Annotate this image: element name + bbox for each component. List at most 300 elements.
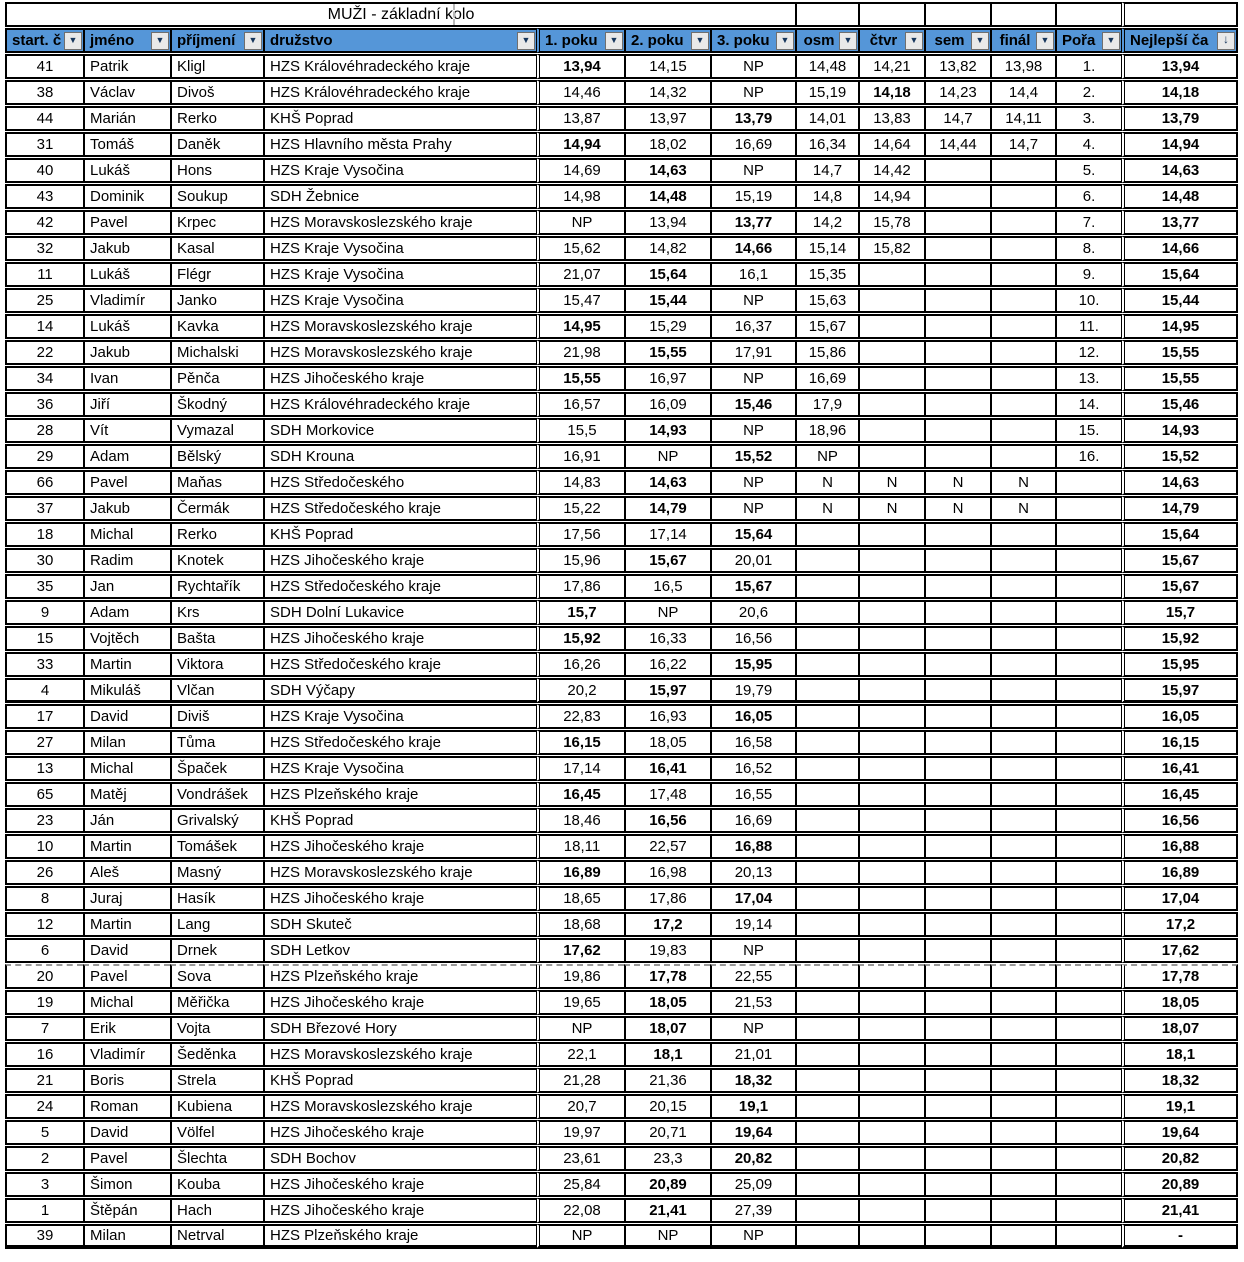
cell-attempt-2[interactable]: 16,09 xyxy=(624,392,710,417)
cell-attempt-1[interactable]: 21,07 xyxy=(536,262,624,287)
cell-quarterfinal[interactable] xyxy=(858,964,924,989)
cell-attempt-1[interactable]: 22,83 xyxy=(536,704,624,729)
cell-attempt-1[interactable]: 16,91 xyxy=(536,444,624,469)
cell-last-name[interactable]: Škodný xyxy=(170,392,263,417)
cell-attempt-1[interactable]: 15,7 xyxy=(536,600,624,625)
cell-attempt-1[interactable]: NP xyxy=(536,1224,624,1249)
cell-semifinal[interactable] xyxy=(924,1198,990,1223)
cell-quarterfinal[interactable] xyxy=(858,548,924,573)
cell-attempt-1[interactable]: 15,92 xyxy=(536,626,624,651)
cell-rank[interactable] xyxy=(1055,1094,1121,1119)
cell-start-number[interactable]: 3 xyxy=(5,1172,83,1197)
cell-attempt-1[interactable]: 16,45 xyxy=(536,782,624,807)
cell-attempt-1[interactable]: 22,1 xyxy=(536,1042,624,1067)
cell-semifinal[interactable] xyxy=(924,652,990,677)
cell-first-name[interactable]: Michal xyxy=(83,522,170,547)
cell-attempt-1[interactable]: 16,89 xyxy=(536,860,624,885)
cell-attempt-3[interactable]: 19,1 xyxy=(710,1094,795,1119)
cell-attempt-3[interactable]: 21,01 xyxy=(710,1042,795,1067)
cell-final[interactable] xyxy=(990,1146,1055,1171)
cell-last-name[interactable]: Daněk xyxy=(170,132,263,157)
cell-attempt-3[interactable]: NP xyxy=(710,158,795,183)
cell-attempt-3[interactable]: 16,58 xyxy=(710,730,795,755)
cell-team[interactable]: HZS Středočeského xyxy=(263,470,536,495)
cell-last-name[interactable]: Vlčan xyxy=(170,678,263,703)
cell-semifinal[interactable]: N xyxy=(924,470,990,495)
cell-team[interactable]: HZS Kraje Vysočina xyxy=(263,262,536,287)
cell-start-number[interactable]: 7 xyxy=(5,1016,83,1041)
cell-start-number[interactable]: 37 xyxy=(5,496,83,521)
cell-start-number[interactable]: 22 xyxy=(5,340,83,365)
cell-best-time[interactable]: 14,79 xyxy=(1121,496,1238,521)
cell-first-name[interactable]: Jan xyxy=(83,574,170,599)
cell-first-name[interactable]: Štěpán xyxy=(83,1198,170,1223)
cell-attempt-2[interactable]: 18,1 xyxy=(624,1042,710,1067)
cell-last-name[interactable]: Čermák xyxy=(170,496,263,521)
cell-semifinal[interactable] xyxy=(924,1094,990,1119)
cell-rank[interactable]: 5. xyxy=(1055,158,1121,183)
cell-quarterfinal[interactable] xyxy=(858,1094,924,1119)
cell-final[interactable] xyxy=(990,340,1055,365)
cell-team[interactable]: SDH Morkovice xyxy=(263,418,536,443)
cell-attempt-2[interactable]: 17,2 xyxy=(624,912,710,937)
cell-team[interactable]: KHŠ Poprad xyxy=(263,808,536,833)
cell-attempt-2[interactable]: 16,33 xyxy=(624,626,710,651)
cell-rank[interactable] xyxy=(1055,886,1121,911)
cell-start-number[interactable]: 20 xyxy=(5,964,83,989)
cell-rank[interactable]: 4. xyxy=(1055,132,1121,157)
cell-final[interactable] xyxy=(990,938,1055,963)
cell-final[interactable] xyxy=(990,210,1055,235)
cell-final[interactable]: 14,7 xyxy=(990,132,1055,157)
cell-start-number[interactable]: 31 xyxy=(5,132,83,157)
cell-last-name[interactable]: Šlechta xyxy=(170,1146,263,1171)
cell-attempt-1[interactable]: 22,08 xyxy=(536,1198,624,1223)
cell-team[interactable]: HZS Moravskoslezského kraje xyxy=(263,210,536,235)
cell-attempt-1[interactable]: 17,86 xyxy=(536,574,624,599)
cell-best-time[interactable]: 15,97 xyxy=(1121,678,1238,703)
cell-last-name[interactable]: Kligl xyxy=(170,54,263,79)
cell-team[interactable]: HZS Jihočeského kraje xyxy=(263,366,536,391)
cell-final[interactable] xyxy=(990,1172,1055,1197)
cell-final[interactable] xyxy=(990,158,1055,183)
cell-final[interactable] xyxy=(990,704,1055,729)
cell-final[interactable] xyxy=(990,756,1055,781)
cell-attempt-1[interactable]: 14,46 xyxy=(536,80,624,105)
cell-first-name[interactable]: David xyxy=(83,938,170,963)
cell-best-time[interactable]: 17,04 xyxy=(1121,886,1238,911)
cell-attempt-3[interactable]: 16,69 xyxy=(710,808,795,833)
cell-first-name[interactable]: Juraj xyxy=(83,886,170,911)
cell-quarterfinal[interactable]: 14,18 xyxy=(858,80,924,105)
cell-semifinal[interactable] xyxy=(924,444,990,469)
cell-semifinal[interactable] xyxy=(924,626,990,651)
cell-attempt-1[interactable]: 18,65 xyxy=(536,886,624,911)
cell-attempt-3[interactable]: 15,64 xyxy=(710,522,795,547)
cell-quarterfinal[interactable] xyxy=(858,392,924,417)
cell-best-time[interactable]: 16,41 xyxy=(1121,756,1238,781)
cell-best-time[interactable]: 19,64 xyxy=(1121,1120,1238,1145)
cell-quarterfinal[interactable] xyxy=(858,990,924,1015)
cell-last-name[interactable]: Špaček xyxy=(170,756,263,781)
cell-semifinal[interactable] xyxy=(924,392,990,417)
cell-last-name[interactable]: Lang xyxy=(170,912,263,937)
cell-eighthfinal[interactable]: 18,96 xyxy=(795,418,858,443)
cell-eighthfinal[interactable] xyxy=(795,730,858,755)
cell-final[interactable] xyxy=(990,1120,1055,1145)
cell-eighthfinal[interactable] xyxy=(795,782,858,807)
cell-attempt-2[interactable]: NP xyxy=(624,1224,710,1249)
cell-team[interactable]: HZS Jihočeského kraje xyxy=(263,834,536,859)
cell-last-name[interactable]: Bašta xyxy=(170,626,263,651)
cell-start-number[interactable]: 36 xyxy=(5,392,83,417)
cell-quarterfinal[interactable] xyxy=(858,574,924,599)
cell-attempt-1[interactable]: 17,56 xyxy=(536,522,624,547)
cell-quarterfinal[interactable] xyxy=(858,704,924,729)
cell-semifinal[interactable]: 13,82 xyxy=(924,54,990,79)
cell-quarterfinal[interactable] xyxy=(858,1068,924,1093)
cell-attempt-3[interactable]: 20,6 xyxy=(710,600,795,625)
cell-start-number[interactable]: 17 xyxy=(5,704,83,729)
cell-attempt-3[interactable]: NP xyxy=(710,1224,795,1249)
cell-attempt-2[interactable]: 15,44 xyxy=(624,288,710,313)
cell-rank[interactable] xyxy=(1055,1068,1121,1093)
cell-final[interactable] xyxy=(990,782,1055,807)
cell-last-name[interactable]: Měřička xyxy=(170,990,263,1015)
cell-first-name[interactable]: Jakub xyxy=(83,236,170,261)
cell-team[interactable]: HZS Královéhradeckého kraje xyxy=(263,392,536,417)
cell-eighthfinal[interactable] xyxy=(795,886,858,911)
filter-dropdown-icon[interactable]: ▼ xyxy=(691,32,709,50)
cell-eighthfinal[interactable] xyxy=(795,938,858,963)
cell-attempt-2[interactable]: 22,57 xyxy=(624,834,710,859)
cell-start-number[interactable]: 10 xyxy=(5,834,83,859)
cell-eighthfinal[interactable] xyxy=(795,678,858,703)
cell-attempt-1[interactable]: 14,94 xyxy=(536,132,624,157)
cell-attempt-2[interactable]: 18,05 xyxy=(624,990,710,1015)
cell-first-name[interactable]: Milan xyxy=(83,1224,170,1249)
cell-attempt-3[interactable]: 20,82 xyxy=(710,1146,795,1171)
cell-first-name[interactable]: Tomáš xyxy=(83,132,170,157)
cell-rank[interactable] xyxy=(1055,496,1121,521)
cell-attempt-1[interactable]: 15,62 xyxy=(536,236,624,261)
cell-first-name[interactable]: Vít xyxy=(83,418,170,443)
cell-quarterfinal[interactable] xyxy=(858,418,924,443)
cell-attempt-3[interactable]: 15,46 xyxy=(710,392,795,417)
cell-attempt-3[interactable]: 19,64 xyxy=(710,1120,795,1145)
column-header-best-time[interactable]: Nejlepší ča ↓ xyxy=(1121,28,1238,53)
cell-team[interactable]: SDH Krouna xyxy=(263,444,536,469)
cell-first-name[interactable]: Pavel xyxy=(83,1146,170,1171)
cell-team[interactable]: SDH Letkov xyxy=(263,938,536,963)
cell-attempt-1[interactable]: 14,69 xyxy=(536,158,624,183)
cell-first-name[interactable]: Martin xyxy=(83,834,170,859)
cell-team[interactable]: HZS Jihočeského kraje xyxy=(263,1120,536,1145)
cell-final[interactable] xyxy=(990,1016,1055,1041)
cell-rank[interactable] xyxy=(1055,938,1121,963)
cell-last-name[interactable]: Tomášek xyxy=(170,834,263,859)
cell-attempt-2[interactable]: 14,15 xyxy=(624,54,710,79)
filter-dropdown-icon[interactable]: ▼ xyxy=(905,32,923,50)
cell-start-number[interactable]: 14 xyxy=(5,314,83,339)
cell-eighthfinal[interactable] xyxy=(795,1172,858,1197)
cell-eighthfinal[interactable] xyxy=(795,548,858,573)
cell-best-time[interactable]: 16,05 xyxy=(1121,704,1238,729)
cell-attempt-3[interactable]: 16,56 xyxy=(710,626,795,651)
empty-cell[interactable] xyxy=(795,2,858,27)
cell-first-name[interactable]: Roman xyxy=(83,1094,170,1119)
cell-quarterfinal[interactable] xyxy=(858,1120,924,1145)
cell-semifinal[interactable] xyxy=(924,314,990,339)
cell-first-name[interactable]: Vladimír xyxy=(83,1042,170,1067)
cell-semifinal[interactable] xyxy=(924,184,990,209)
cell-rank[interactable] xyxy=(1055,964,1121,989)
cell-start-number[interactable]: 21 xyxy=(5,1068,83,1093)
cell-eighthfinal[interactable] xyxy=(795,1016,858,1041)
cell-final[interactable] xyxy=(990,964,1055,989)
cell-start-number[interactable]: 11 xyxy=(5,262,83,287)
cell-attempt-3[interactable]: NP xyxy=(710,418,795,443)
cell-first-name[interactable]: Lukáš xyxy=(83,314,170,339)
cell-quarterfinal[interactable] xyxy=(858,886,924,911)
cell-semifinal[interactable] xyxy=(924,1224,990,1249)
cell-attempt-2[interactable]: 20,89 xyxy=(624,1172,710,1197)
cell-team[interactable]: HZS Jihočeského kraje xyxy=(263,626,536,651)
cell-attempt-1[interactable]: 16,15 xyxy=(536,730,624,755)
cell-first-name[interactable]: Ján xyxy=(83,808,170,833)
cell-team[interactable]: HZS Kraje Vysočina xyxy=(263,756,536,781)
cell-rank[interactable] xyxy=(1055,730,1121,755)
cell-final[interactable] xyxy=(990,678,1055,703)
cell-first-name[interactable]: Ivan xyxy=(83,366,170,391)
cell-semifinal[interactable] xyxy=(924,1146,990,1171)
cell-last-name[interactable]: Netrval xyxy=(170,1224,263,1249)
cell-attempt-3[interactable]: NP xyxy=(710,366,795,391)
cell-semifinal[interactable] xyxy=(924,860,990,885)
cell-last-name[interactable]: Janko xyxy=(170,288,263,313)
cell-best-time[interactable]: 18,1 xyxy=(1121,1042,1238,1067)
cell-team[interactable]: HZS Plzeňského kraje xyxy=(263,1224,536,1249)
column-header-start-number[interactable]: start. č ▼ xyxy=(5,28,83,53)
cell-last-name[interactable]: Šeděnka xyxy=(170,1042,263,1067)
cell-best-time[interactable]: 15,92 xyxy=(1121,626,1238,651)
cell-start-number[interactable]: 6 xyxy=(5,938,83,963)
cell-attempt-3[interactable]: NP xyxy=(710,54,795,79)
cell-quarterfinal[interactable] xyxy=(858,314,924,339)
cell-start-number[interactable]: 42 xyxy=(5,210,83,235)
cell-team[interactable]: HZS Královéhradeckého kraje xyxy=(263,80,536,105)
cell-rank[interactable]: 13. xyxy=(1055,366,1121,391)
cell-rank[interactable] xyxy=(1055,1172,1121,1197)
cell-last-name[interactable]: Rychtařík xyxy=(170,574,263,599)
cell-semifinal[interactable] xyxy=(924,912,990,937)
cell-quarterfinal[interactable] xyxy=(858,782,924,807)
cell-attempt-3[interactable]: 18,32 xyxy=(710,1068,795,1093)
cell-semifinal[interactable] xyxy=(924,600,990,625)
cell-attempt-3[interactable]: 13,79 xyxy=(710,106,795,131)
cell-attempt-1[interactable]: 14,95 xyxy=(536,314,624,339)
cell-quarterfinal[interactable]: N xyxy=(858,496,924,521)
cell-eighthfinal[interactable] xyxy=(795,1120,858,1145)
cell-best-time[interactable]: 16,89 xyxy=(1121,860,1238,885)
cell-first-name[interactable]: Boris xyxy=(83,1068,170,1093)
cell-last-name[interactable]: Knotek xyxy=(170,548,263,573)
cell-best-time[interactable]: 16,45 xyxy=(1121,782,1238,807)
cell-final[interactable] xyxy=(990,1094,1055,1119)
cell-best-time[interactable]: 14,94 xyxy=(1121,132,1238,157)
cell-team[interactable]: HZS Kraje Vysočina xyxy=(263,236,536,261)
cell-rank[interactable] xyxy=(1055,704,1121,729)
cell-attempt-3[interactable]: 20,13 xyxy=(710,860,795,885)
column-header-attempt-1[interactable]: 1. poku ▼ xyxy=(536,28,624,53)
cell-rank[interactable]: 8. xyxy=(1055,236,1121,261)
cell-team[interactable]: HZS Jihočeského kraje xyxy=(263,1172,536,1197)
cell-attempt-1[interactable]: 17,14 xyxy=(536,756,624,781)
cell-final[interactable] xyxy=(990,366,1055,391)
cell-team[interactable]: KHŠ Poprad xyxy=(263,522,536,547)
cell-eighthfinal[interactable]: 16,69 xyxy=(795,366,858,391)
cell-first-name[interactable]: Marián xyxy=(83,106,170,131)
cell-eighthfinal[interactable] xyxy=(795,574,858,599)
cell-semifinal[interactable] xyxy=(924,418,990,443)
cell-quarterfinal[interactable]: 15,82 xyxy=(858,236,924,261)
cell-final[interactable] xyxy=(990,522,1055,547)
cell-last-name[interactable]: Vymazal xyxy=(170,418,263,443)
cell-last-name[interactable]: Kouba xyxy=(170,1172,263,1197)
cell-best-time[interactable]: 16,56 xyxy=(1121,808,1238,833)
cell-rank[interactable] xyxy=(1055,1146,1121,1171)
cell-semifinal[interactable] xyxy=(924,1068,990,1093)
cell-attempt-3[interactable]: 14,66 xyxy=(710,236,795,261)
cell-last-name[interactable]: Hasík xyxy=(170,886,263,911)
cell-attempt-1[interactable]: NP xyxy=(536,210,624,235)
cell-final[interactable] xyxy=(990,626,1055,651)
cell-team[interactable]: HZS Moravskoslezského kraje xyxy=(263,314,536,339)
cell-attempt-3[interactable]: 15,19 xyxy=(710,184,795,209)
cell-start-number[interactable]: 23 xyxy=(5,808,83,833)
cell-attempt-2[interactable]: 13,97 xyxy=(624,106,710,131)
cell-attempt-3[interactable]: 16,37 xyxy=(710,314,795,339)
cell-attempt-2[interactable]: 14,48 xyxy=(624,184,710,209)
cell-final[interactable]: 13,98 xyxy=(990,54,1055,79)
cell-team[interactable]: HZS Plzeňského kraje xyxy=(263,782,536,807)
cell-start-number[interactable]: 1 xyxy=(5,1198,83,1223)
cell-quarterfinal[interactable] xyxy=(858,912,924,937)
cell-attempt-2[interactable]: 14,93 xyxy=(624,418,710,443)
cell-attempt-2[interactable]: 20,15 xyxy=(624,1094,710,1119)
cell-start-number[interactable]: 27 xyxy=(5,730,83,755)
cell-semifinal[interactable] xyxy=(924,574,990,599)
cell-start-number[interactable]: 32 xyxy=(5,236,83,261)
cell-start-number[interactable]: 30 xyxy=(5,548,83,573)
cell-team[interactable]: HZS Kraje Vysočina xyxy=(263,704,536,729)
cell-attempt-1[interactable]: 25,84 xyxy=(536,1172,624,1197)
cell-semifinal[interactable] xyxy=(924,938,990,963)
cell-start-number[interactable]: 8 xyxy=(5,886,83,911)
cell-rank[interactable] xyxy=(1055,756,1121,781)
cell-attempt-3[interactable]: NP xyxy=(710,80,795,105)
cell-best-time[interactable]: 15,95 xyxy=(1121,652,1238,677)
cell-quarterfinal[interactable] xyxy=(858,340,924,365)
cell-first-name[interactable]: Pavel xyxy=(83,470,170,495)
cell-best-time[interactable]: 14,63 xyxy=(1121,470,1238,495)
cell-rank[interactable] xyxy=(1055,860,1121,885)
cell-eighthfinal[interactable] xyxy=(795,600,858,625)
cell-team[interactable]: HZS Kraje Vysočina xyxy=(263,288,536,313)
cell-attempt-2[interactable]: 17,14 xyxy=(624,522,710,547)
cell-start-number[interactable]: 35 xyxy=(5,574,83,599)
cell-eighthfinal[interactable]: 15,19 xyxy=(795,80,858,105)
cell-eighthfinal[interactable] xyxy=(795,1068,858,1093)
cell-start-number[interactable]: 34 xyxy=(5,366,83,391)
cell-first-name[interactable]: Jiří xyxy=(83,392,170,417)
cell-eighthfinal[interactable]: 15,67 xyxy=(795,314,858,339)
cell-best-time[interactable]: 15,64 xyxy=(1121,262,1238,287)
cell-last-name[interactable]: Vojta xyxy=(170,1016,263,1041)
cell-best-time[interactable]: 15,67 xyxy=(1121,548,1238,573)
cell-team[interactable]: HZS Moravskoslezského kraje xyxy=(263,1094,536,1119)
cell-eighthfinal[interactable] xyxy=(795,912,858,937)
cell-rank[interactable] xyxy=(1055,470,1121,495)
cell-attempt-2[interactable]: 16,93 xyxy=(624,704,710,729)
cell-rank[interactable]: 7. xyxy=(1055,210,1121,235)
cell-attempt-2[interactable]: 21,36 xyxy=(624,1068,710,1093)
cell-rank[interactable]: 9. xyxy=(1055,262,1121,287)
cell-team[interactable]: SDH Žebnice xyxy=(263,184,536,209)
cell-best-time[interactable]: 13,79 xyxy=(1121,106,1238,131)
cell-team[interactable]: KHŠ Poprad xyxy=(263,1068,536,1093)
column-header-team[interactable]: družstvo ▼ xyxy=(263,28,536,53)
cell-best-time[interactable]: 15,55 xyxy=(1121,366,1238,391)
cell-attempt-2[interactable]: 17,86 xyxy=(624,886,710,911)
cell-final[interactable] xyxy=(990,600,1055,625)
cell-semifinal[interactable] xyxy=(924,158,990,183)
cell-best-time[interactable]: 14,93 xyxy=(1121,418,1238,443)
cell-eighthfinal[interactable]: 15,14 xyxy=(795,236,858,261)
cell-last-name[interactable]: Flégr xyxy=(170,262,263,287)
cell-semifinal[interactable] xyxy=(924,210,990,235)
filter-dropdown-icon[interactable]: ▼ xyxy=(517,32,535,50)
cell-team[interactable]: HZS Kraje Vysočina xyxy=(263,158,536,183)
cell-eighthfinal[interactable]: 17,9 xyxy=(795,392,858,417)
cell-attempt-2[interactable]: 16,22 xyxy=(624,652,710,677)
cell-best-time[interactable]: 20,89 xyxy=(1121,1172,1238,1197)
cell-last-name[interactable]: Pěnča xyxy=(170,366,263,391)
cell-team[interactable]: HZS Jihočeského kraje xyxy=(263,886,536,911)
cell-quarterfinal[interactable] xyxy=(858,600,924,625)
cell-eighthfinal[interactable]: 15,86 xyxy=(795,340,858,365)
cell-first-name[interactable]: Václav xyxy=(83,80,170,105)
cell-attempt-1[interactable]: 14,83 xyxy=(536,470,624,495)
cell-attempt-2[interactable]: 14,79 xyxy=(624,496,710,521)
cell-last-name[interactable]: Kavka xyxy=(170,314,263,339)
cell-last-name[interactable]: Drnek xyxy=(170,938,263,963)
cell-attempt-1[interactable]: 21,28 xyxy=(536,1068,624,1093)
cell-best-time[interactable]: 17,2 xyxy=(1121,912,1238,937)
cell-semifinal[interactable] xyxy=(924,730,990,755)
cell-team[interactable]: HZS Jihočeského kraje xyxy=(263,1198,536,1223)
cell-best-time[interactable]: 15,55 xyxy=(1121,340,1238,365)
cell-quarterfinal[interactable]: 14,21 xyxy=(858,54,924,79)
cell-team[interactable]: SDH Bochov xyxy=(263,1146,536,1171)
cell-eighthfinal[interactable]: 14,2 xyxy=(795,210,858,235)
cell-best-time[interactable]: 15,44 xyxy=(1121,288,1238,313)
cell-rank[interactable] xyxy=(1055,548,1121,573)
cell-final[interactable] xyxy=(990,730,1055,755)
cell-semifinal[interactable] xyxy=(924,1172,990,1197)
cell-final[interactable] xyxy=(990,1068,1055,1093)
cell-semifinal[interactable]: 14,44 xyxy=(924,132,990,157)
